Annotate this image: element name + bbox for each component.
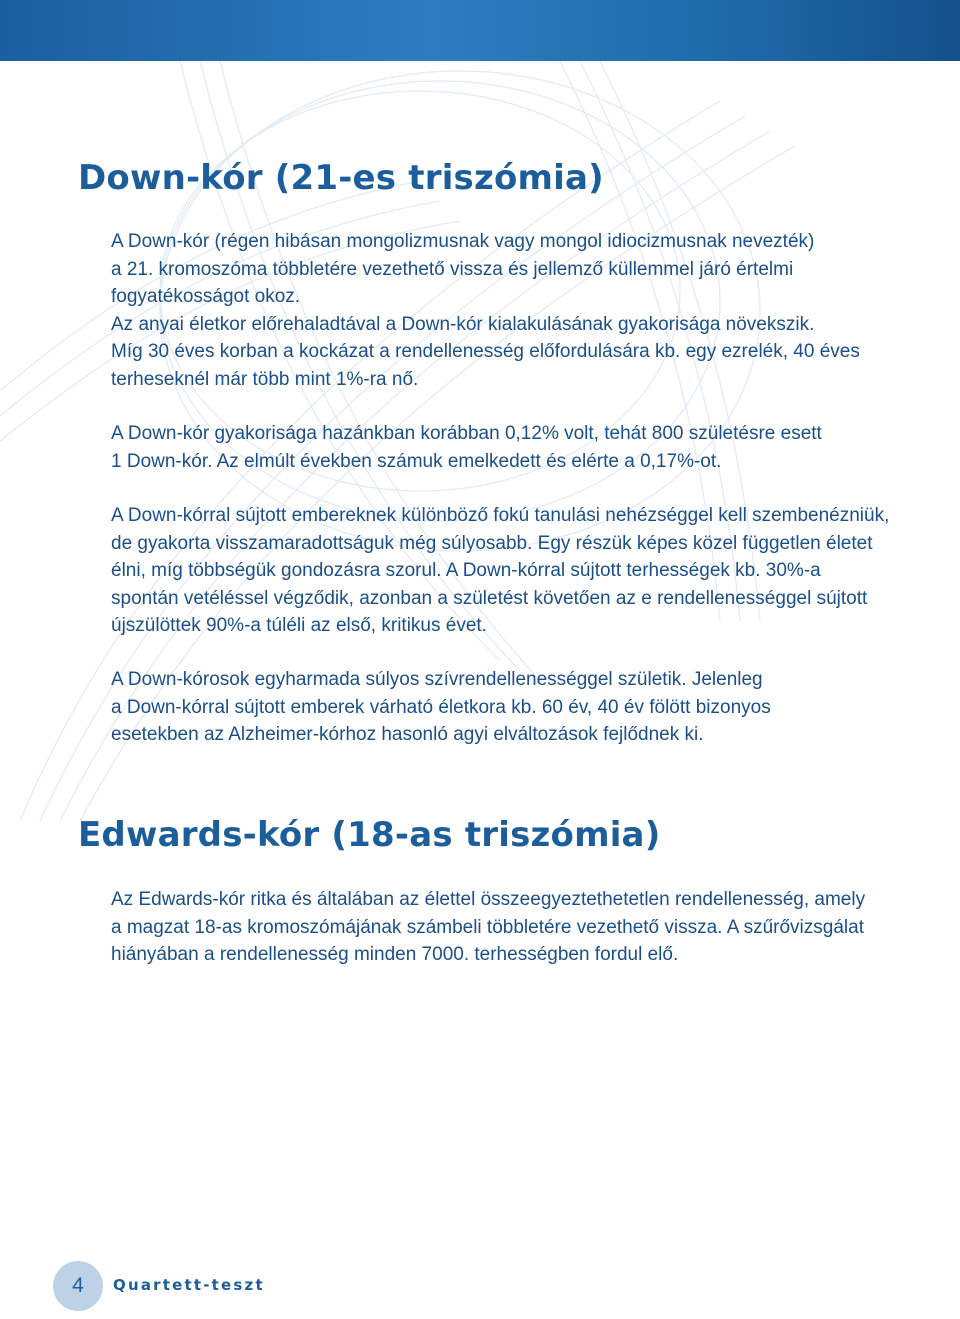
- text-line: esetekben az Alzheimer-kórhoz hasonló agyi elváltozások fejlődnek ki.: [111, 724, 704, 745]
- down-paragraph-1: [111, 228, 901, 393]
- text-line: A Down-kór (régen hibásan mongolizmusnak vagy mongol idiocizmusnak nevezték): [111, 231, 815, 252]
- text-line: A Down-kórral sújtott embereknek különböző fokú tanulási nehézséggel kell szembenézniük,: [111, 505, 890, 526]
- page-number-badge: [53, 1261, 103, 1311]
- text-line: spontán vetéléssel végződik, azonban a születést követően az e rendellenességgel sújtott: [111, 587, 868, 609]
- text-line: újszülöttek 90%-a túléli az első, kritikus évet.: [111, 615, 487, 636]
- text-line: a 21. kromoszóma többletére vezethető vissza és jellemző küllemmel járó értelmi: [111, 258, 794, 280]
- text-line: élni, míg többségük gondozásra szorul. A Down-kórral sújtott terhességek kb. 30%-a: [111, 560, 821, 581]
- text-line: Az anyai életkor előrehaladtával a Down-kór kialakulásának gyakorisága növekszik.: [111, 313, 815, 335]
- text-line: A Down-kórosok egyharmada súlyos szívrendellenességgel születik. Jelenleg: [111, 669, 763, 690]
- edwards-paragraph-1: [111, 886, 901, 969]
- footer-brand: Quartett-teszt: [113, 1276, 265, 1294]
- down-paragraph-4: [111, 666, 901, 749]
- text-line: a magzat 18-as kromoszómájának számbeli többletére vezethető vissza. A szűrővizsgálat: [111, 916, 864, 938]
- page-number: 4: [72, 1274, 84, 1297]
- text-line: Míg 30 éves korban a kockázat a rendellenesség előfordulására kb. egy ezrelék, 40 éves: [111, 341, 860, 362]
- text-line: terheseknél már több mint 1%-ra nő.: [111, 368, 419, 390]
- text-line: Az Edwards-kór ritka és általában az élettel összeegyeztethetetlen rendellenesség, amely: [111, 889, 866, 910]
- section-title-edwards: Edwards-kór (18-as triszómia): [78, 815, 661, 855]
- text-line: A Down-kór gyakorisága hazánkban korábban 0,12% volt, tehát 800 születésre esett: [111, 423, 822, 444]
- text-line: de gyakorta visszamaradottságuk még súlyosabb. Egy részük képes közel független életet: [111, 532, 873, 554]
- header-bar: [0, 0, 960, 61]
- down-paragraph-3: [111, 502, 901, 640]
- text-line: hiányában a rendellenesség minden 7000. terhességben fordul elő.: [111, 944, 679, 965]
- text-line: a Down-kórral sújtott emberek várható életkora kb. 60 év, 40 év fölött bizonyos: [111, 696, 771, 718]
- down-paragraph-2: [111, 420, 901, 475]
- text-line: fogyatékosságot okoz.: [111, 286, 301, 307]
- section-title-down: Down-kór (21-es triszómia): [78, 158, 604, 198]
- text-line: 1 Down-kór. Az elmúlt években számuk emelkedett és elérte a 0,17%-ot.: [111, 450, 722, 472]
